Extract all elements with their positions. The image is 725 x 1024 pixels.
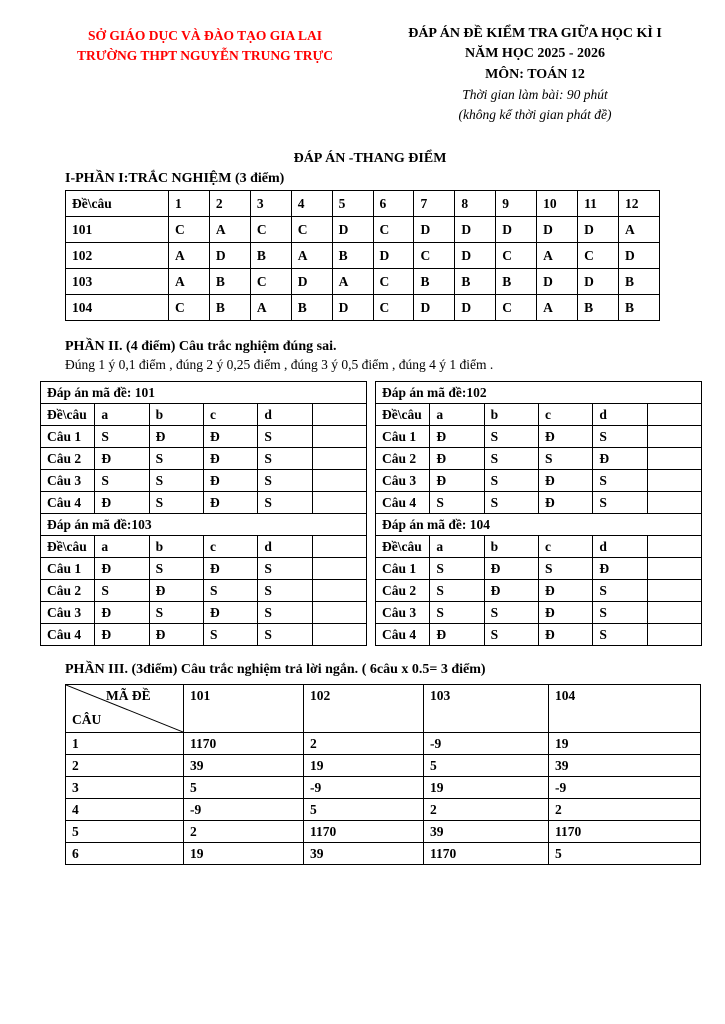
answer-cell: D <box>414 217 455 243</box>
answer-cell: S <box>258 602 312 624</box>
answer-cell: D <box>578 269 619 295</box>
answer-cell: S <box>430 558 484 580</box>
answer-cell: B <box>291 295 332 321</box>
answer-cell: C <box>169 295 210 321</box>
answer-cell: 39 <box>549 755 701 777</box>
answer-cell: Đ <box>149 426 203 448</box>
answer-cell: S <box>484 624 538 646</box>
answer-cell: -9 <box>424 733 549 755</box>
answer-cell: C <box>169 217 210 243</box>
header-cell: 3 <box>250 191 291 217</box>
question-label: Câu 4 <box>41 624 95 646</box>
answer-cell: C <box>414 243 455 269</box>
answer-cell: S <box>484 602 538 624</box>
exam-code-header: 103 <box>424 685 549 733</box>
table-caption: Đáp án mã đề:103 <box>41 514 367 536</box>
answer-cell: C <box>250 269 291 295</box>
answer-cell: S <box>149 448 203 470</box>
answer-cell: D <box>455 295 496 321</box>
table-caption: Đáp án mã đề: 101 <box>41 382 367 404</box>
answer-cell: S <box>258 624 312 646</box>
answer-cell: S <box>430 602 484 624</box>
answer-cell: C <box>291 217 332 243</box>
answer-cell: -9 <box>304 777 424 799</box>
header-cell: 8 <box>455 191 496 217</box>
answer-cell: 5 <box>184 777 304 799</box>
header-cell: 12 <box>618 191 659 217</box>
answer-cell: 2 <box>184 821 304 843</box>
header-row <box>41 536 367 558</box>
empty-cell <box>312 470 366 492</box>
empty-cell <box>647 492 701 514</box>
answer-cell: B <box>618 295 659 321</box>
answer-cell: A <box>209 217 250 243</box>
answer-row <box>41 492 367 514</box>
answer-cell: Đ <box>593 558 647 580</box>
part3-header-row <box>66 685 701 733</box>
part3-row <box>66 777 701 799</box>
header-cell: Đề\câu <box>66 191 169 217</box>
header-row <box>376 404 702 426</box>
question-label: Câu 1 <box>41 426 95 448</box>
answer-cell: S <box>95 470 149 492</box>
exam-title: ĐÁP ÁN ĐỀ KIỂM TRA GIỮA HỌC KÌ I <box>408 26 662 41</box>
answer-cell: Đ <box>538 470 592 492</box>
question-label: Câu 2 <box>376 580 430 602</box>
exam-duration: Thời gian làm bài: 90 phút <box>462 86 608 102</box>
answer-cell: Đ <box>149 624 203 646</box>
part1-answer-table <box>65 190 660 321</box>
exam-code-header: 102 <box>304 685 424 733</box>
question-label: Câu 4 <box>376 624 430 646</box>
empty-cell <box>647 602 701 624</box>
answer-cell: A <box>332 269 373 295</box>
answer-cell: A <box>291 243 332 269</box>
part3-row <box>66 843 701 865</box>
empty-cell <box>312 536 366 558</box>
header-cell: c <box>538 404 592 426</box>
answer-cell: 2 <box>549 799 701 821</box>
answer-cell: 19 <box>184 843 304 865</box>
exam-code-header: 101 <box>184 685 304 733</box>
header-cell: d <box>258 404 312 426</box>
answer-cell: D <box>496 217 537 243</box>
answer-cell: Đ <box>430 448 484 470</box>
part1-row-104 <box>66 295 660 321</box>
answer-cell: C <box>373 217 414 243</box>
answer-cell: Đ <box>538 580 592 602</box>
header-cell: Đề\câu <box>376 536 430 558</box>
header-cell: 4 <box>291 191 332 217</box>
header-cell: b <box>484 404 538 426</box>
header-cell: Đề\câu <box>376 404 430 426</box>
answer-cell: D <box>209 243 250 269</box>
header-cell: c <box>538 536 592 558</box>
answer-cell: D <box>332 295 373 321</box>
part3-row <box>66 733 701 755</box>
header-cell: b <box>149 536 203 558</box>
question-label: Câu 2 <box>41 448 95 470</box>
exam-code-cell: 103 <box>66 269 169 295</box>
answer-cell: Đ <box>149 580 203 602</box>
answer-cell: S <box>538 448 592 470</box>
empty-cell <box>647 426 701 448</box>
header-cell: 5 <box>332 191 373 217</box>
empty-cell <box>312 602 366 624</box>
empty-cell <box>312 426 366 448</box>
answer-cell: S <box>484 470 538 492</box>
header-cell: 6 <box>373 191 414 217</box>
document-header <box>40 24 700 125</box>
answer-cell: B <box>578 295 619 321</box>
answer-cell: C <box>373 269 414 295</box>
answer-cell: S <box>593 580 647 602</box>
answer-cell: B <box>250 243 291 269</box>
answer-cell: 1170 <box>424 843 549 865</box>
header-cell: c <box>203 404 257 426</box>
answer-cell: 39 <box>184 755 304 777</box>
empty-cell <box>312 558 366 580</box>
answer-cell: D <box>414 295 455 321</box>
answer-cell: S <box>149 602 203 624</box>
answer-cell: D <box>291 269 332 295</box>
part2-table-102 <box>375 381 702 514</box>
exam-code-cell: 102 <box>66 243 169 269</box>
school-year: NĂM HỌC 2025 - 2026 <box>465 46 605 62</box>
question-number: 3 <box>66 777 184 799</box>
answer-cell: Đ <box>95 558 149 580</box>
answer-cell: Đ <box>430 426 484 448</box>
question-label: Câu 3 <box>41 470 95 492</box>
header-cell: 9 <box>496 191 537 217</box>
corner-label-cau: CÂU <box>72 712 102 728</box>
empty-cell <box>312 492 366 514</box>
header-cell: 2 <box>209 191 250 217</box>
answer-row <box>41 470 367 492</box>
answer-cell: S <box>430 492 484 514</box>
answer-cell: S <box>538 558 592 580</box>
answer-cell: -9 <box>184 799 304 821</box>
header-row <box>41 404 367 426</box>
question-number: 4 <box>66 799 184 821</box>
header-cell: d <box>593 536 647 558</box>
answer-row <box>41 426 367 448</box>
answer-row <box>41 624 367 646</box>
part2-heading: PHẦN II. (4 điểm) Câu trắc nghiệm đúng sai. <box>65 339 337 355</box>
answer-row <box>41 580 367 602</box>
answer-cell: D <box>455 243 496 269</box>
answer-cell: S <box>203 624 257 646</box>
answer-cell: 5 <box>424 755 549 777</box>
answer-cell: 19 <box>304 755 424 777</box>
header-cell: b <box>484 536 538 558</box>
part1-heading: I-PHẦN I:TRẮC NGHIỆM (3 điểm) <box>65 171 285 187</box>
answer-cell: Đ <box>538 624 592 646</box>
answer-row <box>376 624 702 646</box>
answer-cell: Đ <box>203 426 257 448</box>
part3-heading <box>65 662 700 678</box>
answer-cell: Đ <box>484 580 538 602</box>
answer-cell: S <box>593 624 647 646</box>
answer-cell: 5 <box>549 843 701 865</box>
answer-row <box>376 558 702 580</box>
answer-cell: S <box>258 558 312 580</box>
question-label: Câu 3 <box>376 470 430 492</box>
exam-code-cell: 101 <box>66 217 169 243</box>
empty-cell <box>312 448 366 470</box>
question-label: Câu 3 <box>376 602 430 624</box>
header-cell: d <box>258 536 312 558</box>
answer-cell: S <box>149 558 203 580</box>
answer-cell: S <box>593 470 647 492</box>
answer-cell: S <box>484 426 538 448</box>
empty-cell <box>312 580 366 602</box>
header-cell: 7 <box>414 191 455 217</box>
answer-cell: C <box>578 243 619 269</box>
answer-cell: S <box>484 492 538 514</box>
answer-cell: 39 <box>424 821 549 843</box>
answer-cell: 1170 <box>184 733 304 755</box>
answer-cell: S <box>484 448 538 470</box>
header-cell: b <box>149 404 203 426</box>
answer-row <box>41 558 367 580</box>
answer-cell: S <box>593 492 647 514</box>
question-label: Câu 1 <box>376 558 430 580</box>
answer-cell: S <box>95 580 149 602</box>
part3-table <box>65 684 701 865</box>
answer-cell: 1170 <box>549 821 701 843</box>
header-cell: a <box>430 404 484 426</box>
answer-cell: B <box>496 269 537 295</box>
diagonal-header-cell <box>66 685 184 733</box>
answer-cell: A <box>169 269 210 295</box>
answer-cell: Đ <box>95 602 149 624</box>
answer-row <box>376 470 702 492</box>
question-number: 1 <box>66 733 184 755</box>
answer-cell: D <box>537 269 578 295</box>
answer-cell: C <box>496 243 537 269</box>
table-caption: Đáp án mã đề:102 <box>376 382 702 404</box>
answer-cell: 19 <box>424 777 549 799</box>
table-caption: Đáp án mã đề: 104 <box>376 514 702 536</box>
part2-table-101 <box>40 381 367 514</box>
exam-code-cell: 104 <box>66 295 169 321</box>
answer-cell: S <box>203 580 257 602</box>
empty-cell <box>647 470 701 492</box>
part1-row-101 <box>66 217 660 243</box>
answer-cell: B <box>414 269 455 295</box>
answer-cell: 5 <box>304 799 424 821</box>
answer-cell: Đ <box>430 470 484 492</box>
empty-cell <box>647 448 701 470</box>
part2-table-103 <box>40 513 367 646</box>
header-cell: a <box>95 404 149 426</box>
answer-cell: 2 <box>304 733 424 755</box>
education-department: SỞ GIÁO DỤC VÀ ĐÀO TẠO GIA LAI <box>88 28 322 43</box>
question-label: Câu 2 <box>41 580 95 602</box>
answer-cell: S <box>258 580 312 602</box>
answer-cell: S <box>95 426 149 448</box>
answer-row <box>41 448 367 470</box>
exam-header <box>370 24 700 125</box>
empty-cell <box>647 536 701 558</box>
answer-cell: S <box>593 602 647 624</box>
answer-cell: A <box>537 243 578 269</box>
answer-cell: B <box>209 269 250 295</box>
answer-cell: S <box>149 492 203 514</box>
answer-cell: D <box>618 243 659 269</box>
answer-cell: B <box>455 269 496 295</box>
part3-heading-text: PHẦN III. (3điểm) Câu trắc nghiệm trả lời ngắn. <box>65 662 359 678</box>
header-cell: c <box>203 536 257 558</box>
header-cell: a <box>430 536 484 558</box>
empty-cell <box>647 558 701 580</box>
answer-cell: S <box>258 492 312 514</box>
header-row <box>376 536 702 558</box>
answer-cell: Đ <box>484 558 538 580</box>
answer-cell: D <box>578 217 619 243</box>
page-title: ĐÁP ÁN -THANG ĐIỂM <box>293 151 447 167</box>
answer-cell: Đ <box>203 448 257 470</box>
question-label: Câu 2 <box>376 448 430 470</box>
part2-table-104 <box>375 513 702 646</box>
answer-cell: C <box>373 295 414 321</box>
header-cell: a <box>95 536 149 558</box>
answer-cell: A <box>250 295 291 321</box>
question-number: 2 <box>66 755 184 777</box>
question-label: Câu 1 <box>376 426 430 448</box>
answer-cell: Đ <box>430 624 484 646</box>
answer-cell: Đ <box>203 602 257 624</box>
part2-scoring-note: Đúng 1 ý 0,1 điểm , đúng 2 ý 0,25 điểm , đúng 3 ý 0,5 điểm , đúng 4 ý 1 điểm . <box>65 357 494 373</box>
answer-cell: Đ <box>95 492 149 514</box>
question-label: Câu 1 <box>41 558 95 580</box>
answer-row <box>41 602 367 624</box>
part3-heading-note: ( 6câu x 0.5= 3 điểm) <box>358 662 486 678</box>
header-cell: Đề\câu <box>41 536 95 558</box>
answer-cell: B <box>618 269 659 295</box>
answer-cell: D <box>373 243 414 269</box>
answer-cell: B <box>332 243 373 269</box>
answer-cell: Đ <box>95 448 149 470</box>
answer-cell: D <box>332 217 373 243</box>
exam-subject: MÔN: TOÁN 12 <box>485 66 585 82</box>
answer-cell: B <box>209 295 250 321</box>
part1-row-103 <box>66 269 660 295</box>
school-header <box>40 24 370 67</box>
answer-cell: C <box>250 217 291 243</box>
question-label: Câu 4 <box>376 492 430 514</box>
exam-duration-note: (không kể thời gian phát đề) <box>458 107 612 123</box>
answer-cell: S <box>258 448 312 470</box>
part2-tables-grid <box>40 381 702 646</box>
answer-cell: Đ <box>95 624 149 646</box>
empty-cell <box>647 404 701 426</box>
answer-cell: D <box>455 217 496 243</box>
header-cell: d <box>593 404 647 426</box>
question-number: 6 <box>66 843 184 865</box>
answer-cell: 19 <box>549 733 701 755</box>
answer-cell: -9 <box>549 777 701 799</box>
answer-row <box>376 426 702 448</box>
header-cell: 1 <box>169 191 210 217</box>
header-cell: Đề\câu <box>41 404 95 426</box>
answer-cell: A <box>537 295 578 321</box>
answer-cell: S <box>430 580 484 602</box>
part3-row <box>66 799 701 821</box>
question-label: Câu 3 <box>41 602 95 624</box>
answer-cell: Đ <box>203 492 257 514</box>
question-number: 5 <box>66 821 184 843</box>
empty-cell <box>647 624 701 646</box>
corner-label-ma-de: MÃ ĐỀ <box>106 688 151 704</box>
answer-row <box>376 580 702 602</box>
header-cell: 10 <box>537 191 578 217</box>
header-cell: 11 <box>578 191 619 217</box>
answer-cell: S <box>593 426 647 448</box>
answer-cell: Đ <box>538 492 592 514</box>
answer-cell: A <box>618 217 659 243</box>
empty-cell <box>312 624 366 646</box>
answer-cell: Đ <box>593 448 647 470</box>
answer-cell: Đ <box>203 558 257 580</box>
part1-header-row <box>66 191 660 217</box>
question-label: Câu 4 <box>41 492 95 514</box>
answer-row <box>376 602 702 624</box>
answer-cell: Đ <box>538 426 592 448</box>
part3-row <box>66 821 701 843</box>
answer-cell: 1170 <box>304 821 424 843</box>
answer-cell: 2 <box>424 799 549 821</box>
answer-cell: A <box>169 243 210 269</box>
answer-cell: S <box>258 426 312 448</box>
answer-row <box>376 448 702 470</box>
answer-cell: Đ <box>538 602 592 624</box>
answer-cell: S <box>258 470 312 492</box>
part1-row-102 <box>66 243 660 269</box>
exam-code-header: 104 <box>549 685 701 733</box>
school-name: TRƯỜNG THPT NGUYỄN TRUNG TRỰC <box>76 48 334 64</box>
empty-cell <box>647 580 701 602</box>
answer-cell: C <box>496 295 537 321</box>
empty-cell <box>312 404 366 426</box>
answer-cell: Đ <box>203 470 257 492</box>
answer-cell: 39 <box>304 843 424 865</box>
part3-row <box>66 755 701 777</box>
answer-cell: S <box>149 470 203 492</box>
answer-cell: D <box>537 217 578 243</box>
answer-row <box>376 492 702 514</box>
